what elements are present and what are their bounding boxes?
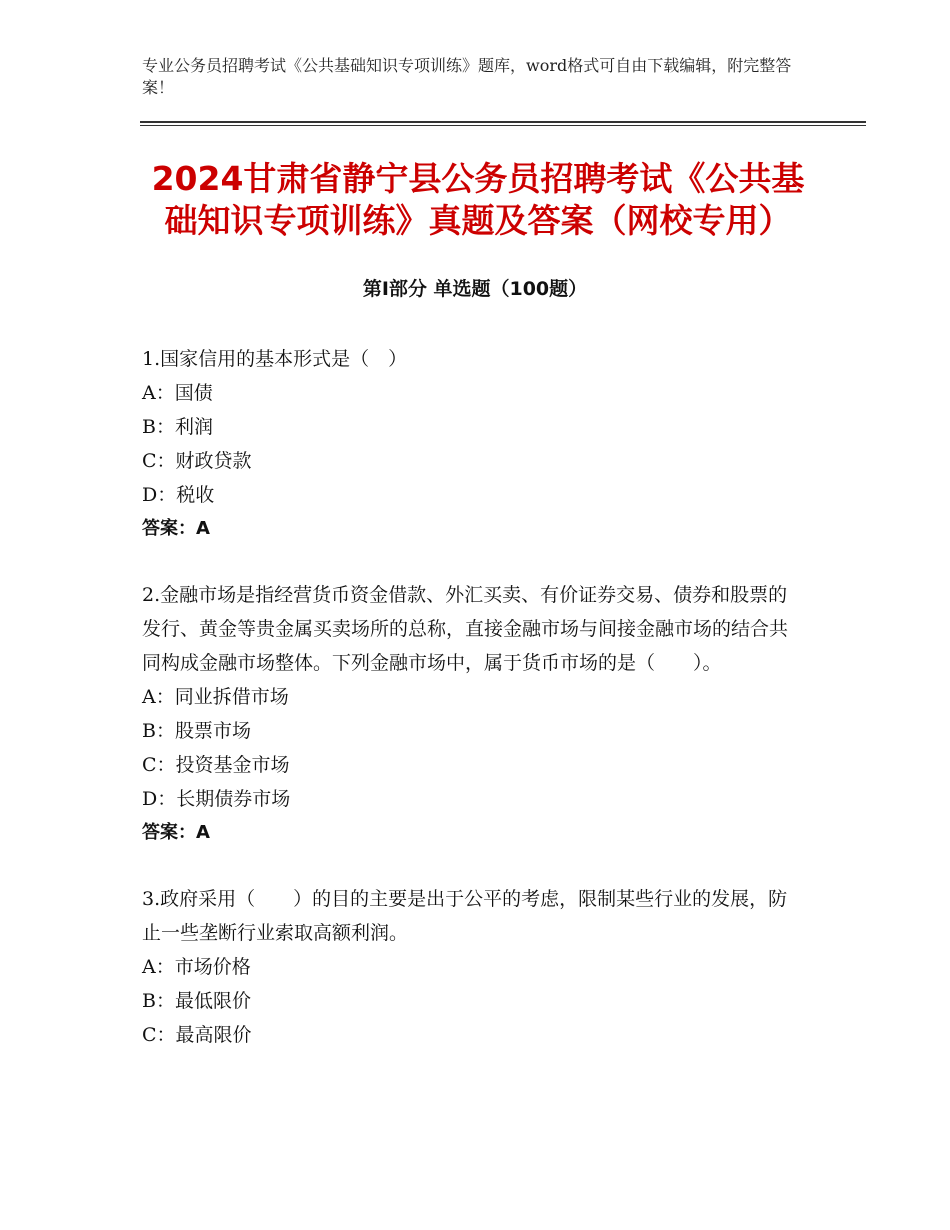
option-a: A：同业拆借市场 — [142, 686, 289, 708]
header-divider-thin — [140, 125, 866, 126]
question-text: 3.政府采用（ ）的目的主要是出于公平的考虑，限制某些行业的发展，防止一些垄断行业索取高额利润。 — [142, 888, 788, 944]
option-b: B：最低限价 — [142, 990, 251, 1012]
question-list — [142, 342, 802, 1084]
option-a: A：市场价格 — [142, 956, 251, 978]
option-a: A：国债 — [142, 382, 213, 404]
option-b: B：股票市场 — [142, 720, 251, 742]
answer-label: 答案：A — [142, 822, 210, 843]
option-c: C：投资基金市场 — [142, 754, 290, 776]
header-divider-thick — [140, 121, 866, 123]
option-d: D：长期债券市场 — [142, 788, 291, 810]
option-c: C：财政贷款 — [142, 450, 252, 472]
document-header-note: 专业公务员招聘考试《公共基础知识专项训练》题库，word格式可自由下载编辑，附完整答案！ — [142, 56, 792, 97]
document-title: 2024甘肃省静宁县公务员招聘考试《公共基础知识专项训练》真题及答案（网校专用） — [151, 159, 805, 240]
question-3 — [142, 882, 802, 1052]
question-2 — [142, 578, 802, 850]
section-heading: 第Ⅰ部分 单选题（100题） — [362, 278, 588, 300]
option-c: C：最高限价 — [142, 1024, 252, 1046]
option-b: B：利润 — [142, 416, 213, 438]
question-text: 1.国家信用的基本形式是（ ） — [142, 348, 408, 370]
question-1 — [142, 342, 802, 546]
option-d: D：税收 — [142, 484, 215, 506]
answer-label: 答案：A — [142, 518, 210, 539]
question-text: 2.金融市场是指经营货币资金借款、外汇买卖、有价证券交易、债券和股票的发行、黄金等贵金属买卖场所的总称，直接金融市场与间接金融市场的结合共同构成金融市场整体。下列金融市场中，属于货币市场的是（ ）。 — [142, 584, 789, 674]
